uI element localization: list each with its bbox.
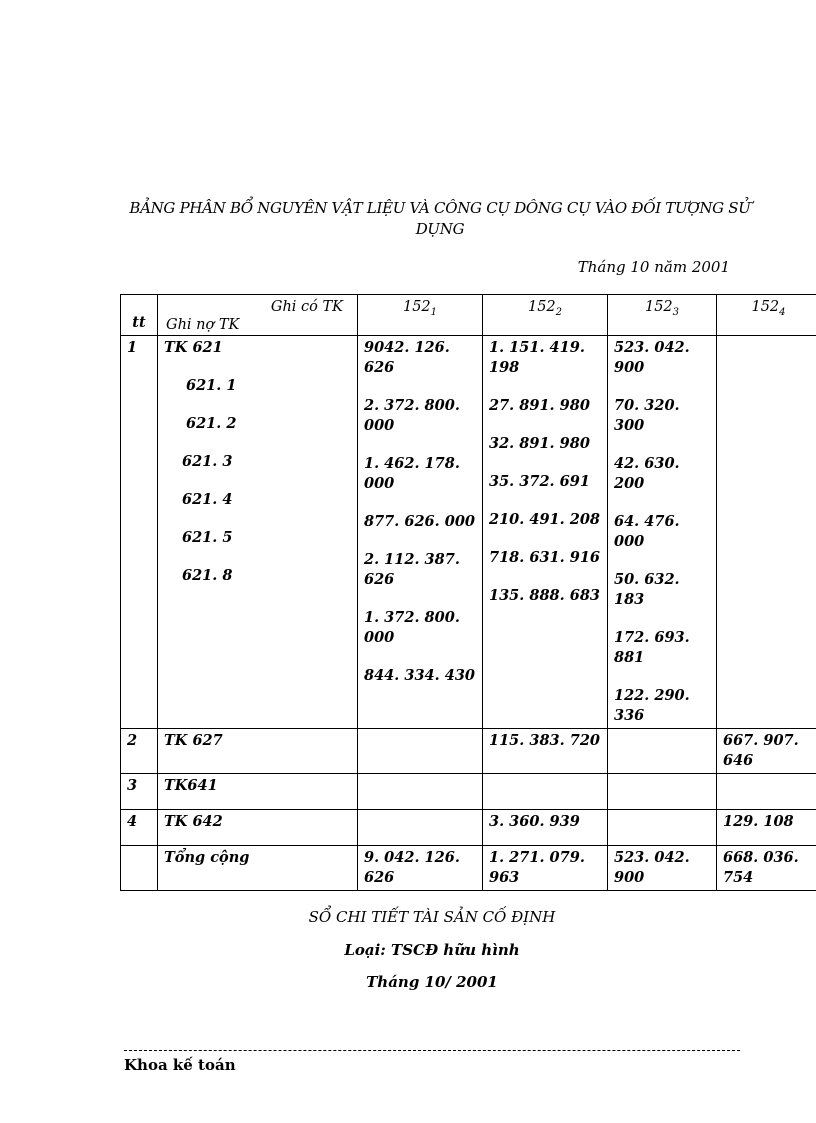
cell-1523 [608,729,717,774]
allocation-table [120,294,816,891]
cell-1523: 523. 042. 900 70. 320. 300 42. 630. 200 64. 476. 000 50. 632. 183 172. 693. 881 122. 290. 336 [608,336,717,729]
row-account: TK 642 [158,810,358,846]
report-title: BẢNG PHÂN BỔ NGUYÊN VẬT LIỆU VÀ CÔNG CỤ DÔNG CỤ VÀO ĐỐI TƯỢNG SỬ DỤNG [129,199,751,238]
table-row-tk641 [121,774,816,810]
cell-1524 [717,336,816,729]
row-tt: 1 [121,336,158,729]
footer-label: Khoa kế toán [124,1056,236,1074]
cell-1523: 523. 042. 900 [608,846,717,891]
header-credit: Ghi có TK [270,299,343,315]
header-tt: tt [121,295,158,336]
account-label: TK 621 [164,339,223,356]
table-row-tk621 [121,336,816,729]
header-account [158,295,358,336]
table-row-tk627 [121,729,816,774]
table-row-tk642 [121,810,816,846]
row-tt: 2 [121,729,158,774]
footer-divider [124,1050,740,1051]
section-title: SỔ CHI TIẾT TÀI SẢN CỐ ĐỊNH [308,908,556,926]
table-header-row [121,295,816,336]
row-tt [121,846,158,891]
cell-1521 [358,729,483,774]
cell-1521: 9. 042. 126. 626 [358,846,483,891]
cell-1524 [717,774,816,810]
section-month: Tháng 10/ 2001 [366,973,498,991]
cell-1521: 9042. 126. 626 2. 372. 800. 000 1. 462. 178. 000 877. 626. 000 2. 112. 387. 626 1. 372. 800. 000 844. 334. 430 [358,336,483,729]
row-account: Tổng cộng [158,846,358,891]
header-debit: Ghi nợ TK [166,317,240,333]
header-col-1522: $152_2$ [483,295,608,336]
cell-1522: 1. 151. 419. 198 27. 891. 980 32. 891. 980 35. 372. 691 210. 491. 208 718. 631. 916 135. 888. 683 [483,336,608,729]
cell-1524: 668. 036. 754 [717,846,816,891]
header-col-1523: $152_3$ [608,295,717,336]
cell-1522: 115. 383. 720 [483,729,608,774]
header-col-1524: $152_4$ [717,295,816,336]
cell-1521 [358,810,483,846]
row-tt: 3 [121,774,158,810]
row-account: TK 627 [158,729,358,774]
cell-1522: 1. 271. 079. 963 [483,846,608,891]
cell-1523 [608,774,717,810]
cell-1521 [358,774,483,810]
section-type: Loại: TSCĐ hữu hình [344,941,520,959]
row-tt: 4 [121,810,158,846]
cell-1524: 129. 108 [717,810,816,846]
cell-1522 [483,774,608,810]
row-account: TK641 [158,774,358,810]
header-col-1521: $152_1$ [358,295,483,336]
cell-1522: 3. 360. 939 [483,810,608,846]
row-account: TK 621 621. 1 621. 2 621. 3 621. 4 621. 5 621. 8 [158,336,358,729]
report-date: Tháng 10 năm 2001 [577,258,730,276]
table-row-total [121,846,816,891]
cell-1523 [608,810,717,846]
cell-1524: 667. 907. 646 [717,729,816,774]
